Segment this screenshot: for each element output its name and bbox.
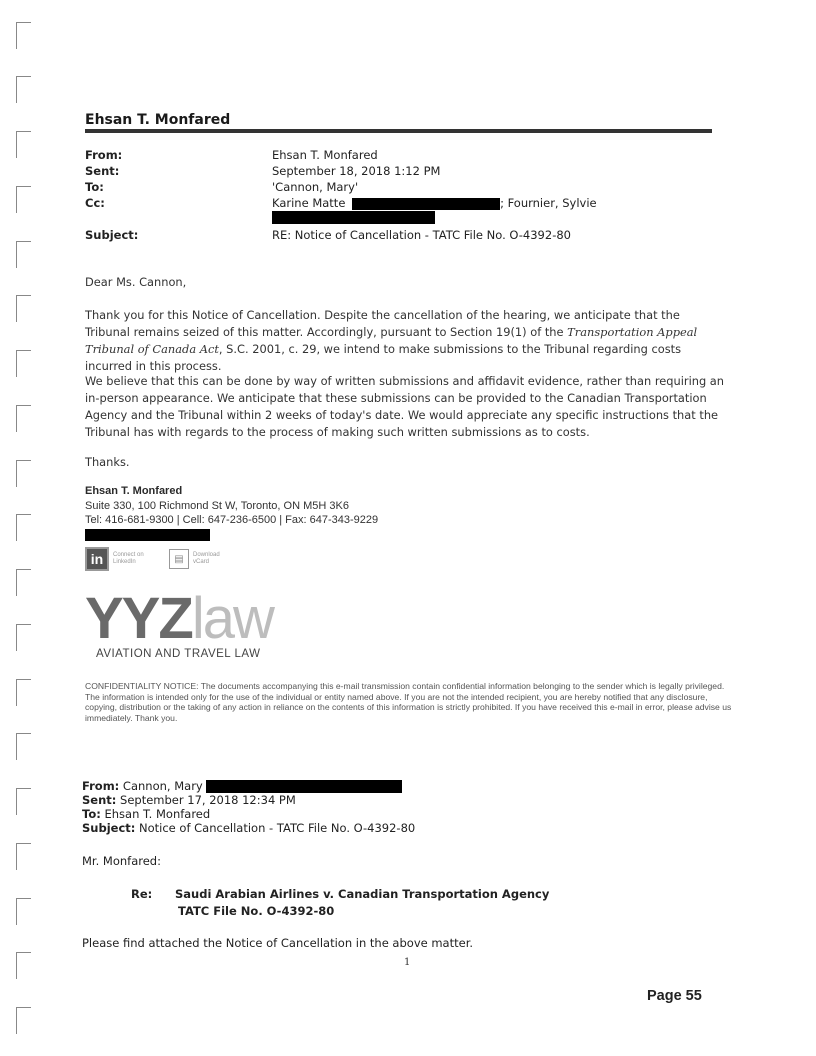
redaction-box (352, 198, 500, 210)
binder-mark (16, 350, 31, 377)
body-paragraph-2: We believe that this can be done by way of written submissions and affidavit evidence, rather than requiring an in-person appearance. We anticipate that these submissions can be provided to the Canadian Transportation Agency and the Tribunal within 2 weeks of today's date. We would appreciate any specific instructions that the Tribunal has with regards to the process of making such written submissions as to costs. (85, 374, 724, 439)
binder-mark (16, 241, 31, 268)
binder-mark (16, 898, 31, 925)
to-value: 'Cannon, Mary' (272, 180, 359, 194)
binder-mark (16, 1007, 31, 1034)
re-file-number: TATC File No. O-4392-80 (178, 904, 335, 918)
sent-label: Sent: (85, 164, 120, 178)
social-links (85, 547, 233, 571)
logo-tagline: AVIATION AND TRAVEL LAW (96, 648, 261, 660)
redaction-box (85, 529, 210, 541)
binder-mark (16, 514, 31, 541)
linkedin-link-text: Connect on LinkedIn (113, 552, 144, 565)
fwd-subject-line (82, 821, 415, 835)
act-title: Transportation Appeal Tribunal of Canada Act (85, 325, 698, 356)
fwd-greeting: Mr. Monfared: (82, 854, 161, 868)
logo-yyz: YYZ (85, 586, 192, 651)
signature-phones: Tel: 416-681-9300 | Cell: 647-236-6500 | Fax: 647-343-9229 (85, 514, 379, 526)
confidentiality-notice: CONFIDENTIALITY NOTICE: The documents accompanying this e-mail transmission contain confidential information belonging to the sender which is legally privileged. The information is intended only for the use of the individual or entity named above. If you are not the intended recipient, you are hereby notified that any disclosure, copying, distribution or the taking of any action in reliance on the contents of this information is strictly prohibited. If you have received this e-mail in error, please advise us immediately. Thank you. (85, 681, 732, 723)
page-number: 1 (404, 957, 411, 968)
subject-value: RE: Notice of Cancellation - TATC File No. O-4392-80 (272, 228, 571, 242)
yyzlaw-logo (85, 586, 273, 651)
to-label: To: (85, 180, 104, 194)
fwd-sent-label: Sent: (82, 793, 117, 807)
binder-mark (16, 460, 31, 487)
re-label: Re: (131, 887, 153, 901)
signature-name: Ehsan T. Monfared (85, 485, 183, 497)
binder-mark (16, 76, 31, 103)
fwd-from-value: Cannon, Mary (119, 779, 203, 793)
signature-address: Suite 330, 100 Richmond St W, Toronto, ON M5H 3K6 (85, 500, 349, 512)
cc-recipient-2: ; Fournier, Sylvie (500, 196, 597, 210)
sender-name: Ehsan T. Monfared (85, 112, 231, 128)
fwd-from-label: From: (82, 779, 120, 793)
fwd-to-line (82, 807, 210, 821)
body-p1-text-b: , S.C. 2001, c. 29, we intend to make submissions to the Tribunal regarding costs incurred in this process. (85, 342, 682, 373)
binder-mark (16, 624, 31, 651)
calendar-icon: ▤ (169, 549, 189, 569)
logo-law: law (191, 586, 273, 651)
fwd-sent-line (82, 793, 296, 807)
greeting: Dear Ms. Cannon, (85, 275, 187, 289)
binder-mark (16, 733, 31, 760)
cc-value (272, 196, 597, 210)
redaction-box (206, 780, 402, 793)
redaction-box (272, 211, 435, 224)
thanks-line: Thanks. (85, 455, 130, 469)
fwd-body-line: Please find attached the Notice of Cancellation in the above matter. (82, 936, 474, 950)
binder-mark (16, 569, 31, 596)
fwd-subject-label: Subject: (82, 821, 136, 835)
subject-label: Subject: (85, 228, 139, 242)
binder-mark (16, 131, 31, 158)
fwd-to-value: Ehsan T. Monfared (100, 807, 211, 821)
cc-recipient-1: Karine Matte (272, 196, 346, 210)
fwd-from-line (82, 779, 402, 793)
from-value: Ehsan T. Monfared (272, 148, 378, 162)
binder-mark (16, 405, 31, 432)
fwd-subject-value: Notice of Cancellation - TATC File No. O-4392-80 (135, 821, 416, 835)
linkedin-link[interactable] (85, 547, 153, 571)
cc-label: Cc: (85, 196, 105, 210)
binder-mark (16, 843, 31, 870)
vcard-link-text: Download vCard (193, 552, 220, 565)
linkedin-icon: in (85, 547, 109, 571)
page-label: Page 55 (647, 988, 702, 1004)
body-paragraph-1 (85, 307, 725, 375)
from-label: From: (85, 148, 123, 162)
binder-mark (16, 679, 31, 706)
binder-mark (16, 788, 31, 815)
fwd-sent-value: September 17, 2018 12:34 PM (116, 793, 296, 807)
sent-value: September 18, 2018 1:12 PM (272, 164, 441, 178)
binder-mark (16, 952, 31, 979)
binder-mark (16, 186, 31, 213)
fwd-to-label: To: (82, 807, 101, 821)
vcard-link[interactable] (169, 547, 233, 571)
binder-mark (16, 22, 31, 49)
re-case-name: Saudi Arabian Airlines v. Canadian Transportation Agency (175, 887, 550, 901)
header-divider (85, 129, 712, 133)
binder-mark (16, 295, 31, 322)
body-p1-text-a: Thank you for this Notice of Cancellation. Despite the cancellation of the hearing, we anticipate that the Tribunal remains seized of this matter. Accordingly, pursuant to Section 19(1) of the (85, 308, 680, 339)
